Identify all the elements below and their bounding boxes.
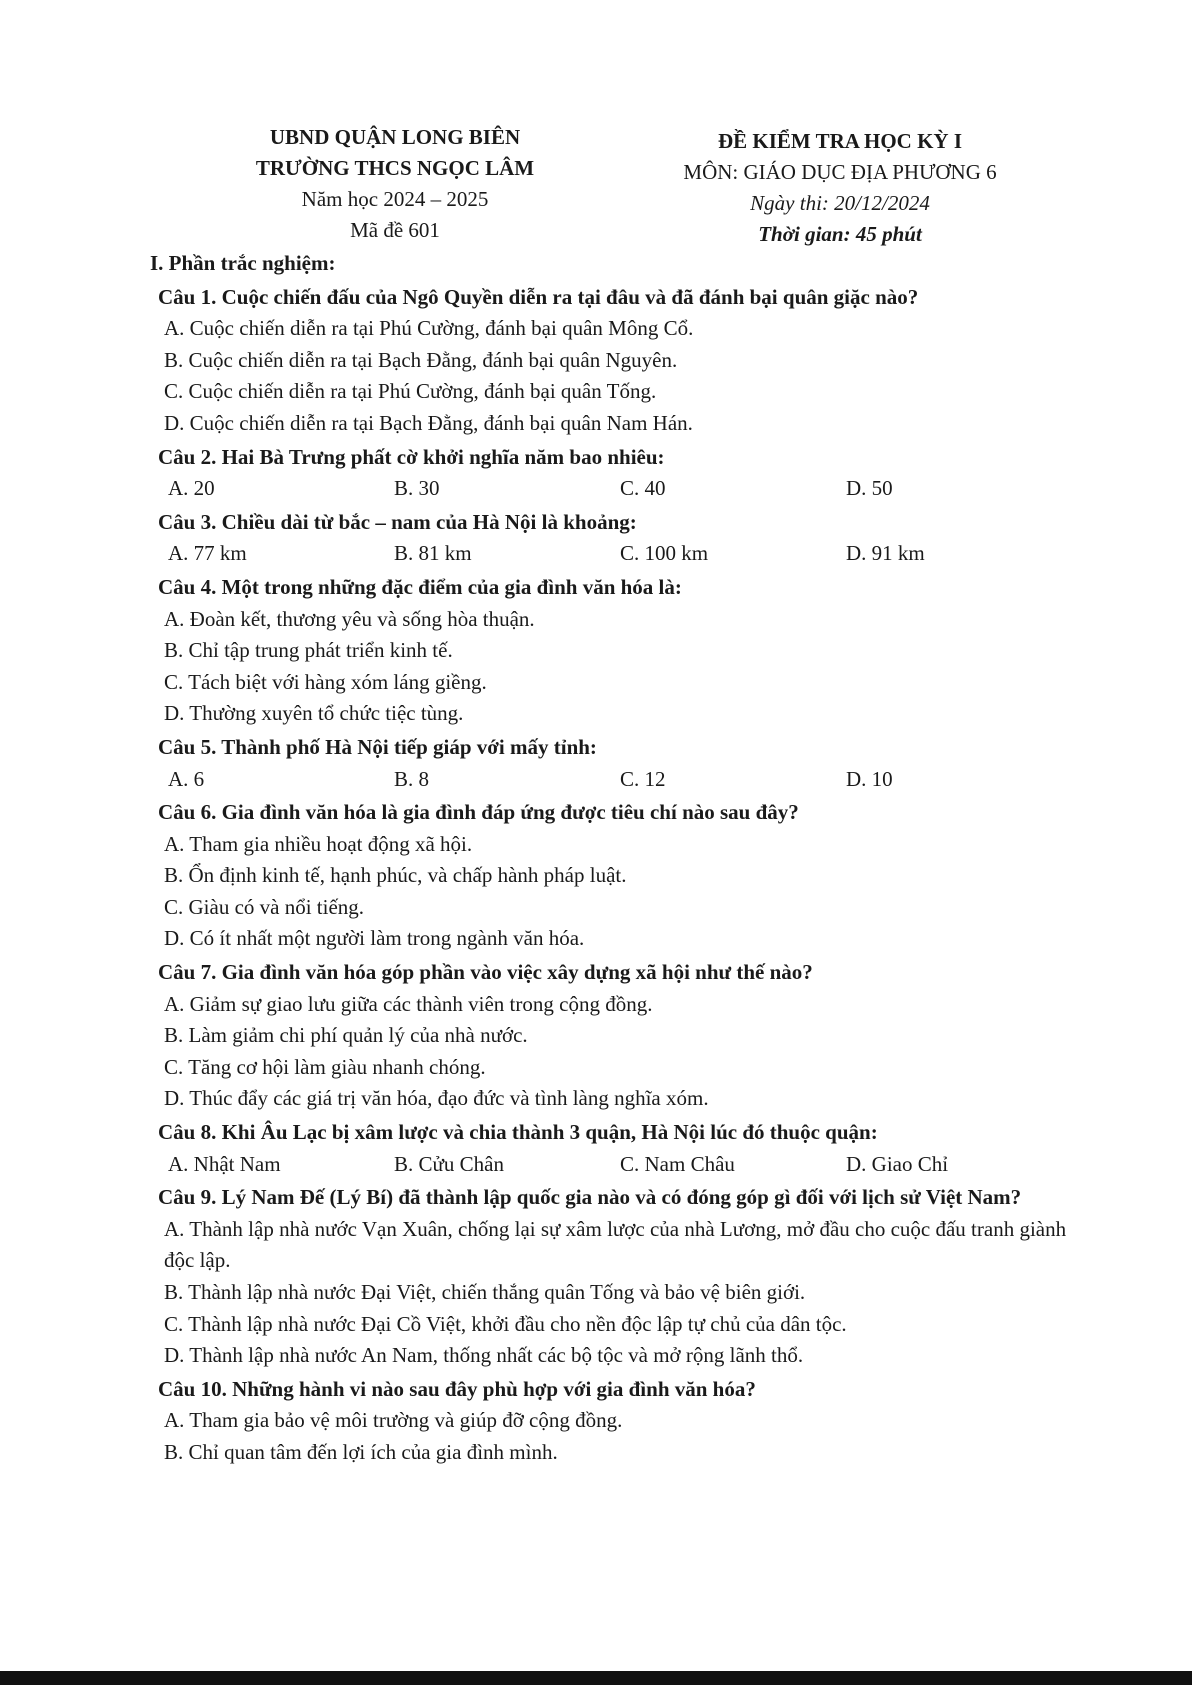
- option-10a: A. Tham gia bảo vệ môi trường và giúp đỡ cộng đồng.: [164, 1408, 623, 1433]
- option-3b: B. 81 km: [394, 541, 472, 566]
- question-3: Câu 3. Chiều dài từ bắc – nam của Hà Nội là khoảng:: [158, 509, 637, 534]
- header-left: [225, 122, 565, 246]
- option-7b: B. Làm giảm chi phí quản lý của nhà nước.: [164, 1023, 528, 1048]
- school-year: Năm học 2024 – 2025: [301, 187, 489, 211]
- exam-date: Ngày thi: 20/12/2024: [750, 191, 930, 215]
- section-title: I. Phần trắc nghiệm:: [150, 251, 336, 275]
- option-2b: B. 30: [394, 476, 440, 501]
- option-6c: C. Giàu có và nổi tiếng.: [164, 894, 365, 919]
- option-6d: D. Có ít nhất một người làm trong ngành văn hóa.: [164, 926, 585, 951]
- option-9d: D. Thành lập nhà nước An Nam, thống nhất các bộ tộc và mở rộng lãnh thổ.: [164, 1343, 804, 1368]
- question-9: Câu 9. Lý Nam Đế (Lý Bí) đã thành lập quốc gia nào và có đóng góp gì đối với lịch sử Việt Nam?: [158, 1185, 1022, 1210]
- option-3a: A. 77 km: [168, 541, 247, 566]
- option-7c: C. Tăng cơ hội làm giàu nhanh chóng.: [164, 1054, 486, 1079]
- option-3d: D. 91 km: [846, 541, 925, 566]
- option-1d: D. Cuộc chiến diễn ra tại Bạch Đằng, đánh bại quân Nam Hán.: [164, 410, 693, 435]
- option-4c: C. Tách biệt với hàng xóm láng giềng.: [164, 669, 487, 694]
- option-5d: D. 10: [846, 766, 893, 791]
- question-4: Câu 4. Một trong những đặc điểm của gia đình văn hóa là:: [158, 574, 682, 599]
- question-8: Câu 8. Khi Âu Lạc bị xâm lược và chia thành 3 quận, Hà Nội lúc đó thuộc quận:: [158, 1120, 878, 1145]
- options-row-3: [168, 538, 1070, 570]
- options-row-2: [168, 473, 1070, 505]
- header-right: [640, 126, 1040, 250]
- scan-edge-bar: [0, 1671, 1192, 1685]
- option-5a: A. 6: [168, 766, 205, 791]
- option-3c: C. 100 km: [620, 541, 709, 566]
- exam-duration: Thời gian: 45 phút: [758, 222, 922, 246]
- option-2c: C. 40: [620, 476, 666, 501]
- exam-subject: MÔN: GIÁO DỤC ĐỊA PHƯƠNG 6: [683, 160, 997, 184]
- district-name: UBND QUẬN LONG BIÊN: [269, 125, 521, 149]
- option-6b: B. Ổn định kinh tế, hạnh phúc, và chấp hành pháp luật.: [164, 863, 627, 888]
- options-row-8: [168, 1149, 1070, 1181]
- option-6a: A. Tham gia nhiều hoạt động xã hội.: [164, 831, 473, 856]
- option-7a: A. Giảm sự giao lưu giữa các thành viên trong cộng đồng.: [164, 991, 653, 1016]
- question-2: Câu 2. Hai Bà Trưng phất cờ khởi nghĩa năm bao nhiêu:: [158, 444, 665, 469]
- option-10b: B. Chỉ quan tâm đến lợi ích của gia đình mình.: [164, 1439, 558, 1464]
- option-9c: C. Thành lập nhà nước Đại Cồ Việt, khởi đầu cho nền độc lập tự chủ của dân tộc.: [164, 1311, 847, 1336]
- option-4b: B. Chỉ tập trung phát triển kinh tế.: [164, 638, 453, 663]
- exam-content: [150, 248, 1070, 1469]
- option-5c: C. 12: [620, 766, 666, 791]
- school-name: TRƯỜNG THCS NGỌC LÂM: [255, 156, 535, 180]
- option-9a: A. Thành lập nhà nước Vạn Xuân, chống lại sự xâm lược của nhà Lương, mở đầu cho cuộc đấu tranh giành độc lập.: [164, 1216, 1067, 1273]
- exam-code: Mã đề 601: [350, 218, 440, 242]
- option-9b: B. Thành lập nhà nước Đại Việt, chiến thắng quân Tống và bảo vệ biên giới.: [164, 1280, 806, 1304]
- question-5: Câu 5. Thành phố Hà Nội tiếp giáp với mấy tỉnh:: [158, 734, 597, 759]
- option-8d: D. Giao Chỉ: [846, 1151, 949, 1176]
- option-8c: C. Nam Châu: [620, 1151, 735, 1176]
- exam-title: ĐỀ KIỂM TRA HỌC KỲ I: [717, 129, 963, 153]
- option-4d: D. Thường xuyên tổ chức tiệc tùng.: [164, 701, 464, 726]
- option-1b: B. Cuộc chiến diễn ra tại Bạch Đằng, đánh bại quân Nguyên.: [164, 347, 678, 372]
- question-6: Câu 6. Gia đình văn hóa là gia đình đáp ứng được tiêu chí nào sau đây?: [158, 800, 799, 825]
- option-8a: A. Nhật Nam: [168, 1151, 281, 1176]
- option-2a: A. 20: [168, 476, 215, 501]
- option-4a: A. Đoàn kết, thương yêu và sống hòa thuận.: [164, 606, 535, 631]
- option-7d: D. Thúc đẩy các giá trị văn hóa, đạo đức và tình làng nghĩa xóm.: [164, 1086, 709, 1111]
- option-2d: D. 50: [846, 476, 893, 501]
- question-1: Câu 1. Cuộc chiến đấu của Ngô Quyền diễn ra tại đâu và đã đánh bại quân giặc nào?: [158, 284, 919, 309]
- option-8b: B. Cửu Chân: [394, 1151, 504, 1176]
- question-10: Câu 10. Những hành vi nào sau đây phù hợp với gia đình văn hóa?: [158, 1376, 756, 1401]
- options-row-5: [168, 764, 1070, 796]
- question-7: Câu 7. Gia đình văn hóa góp phần vào việc xây dựng xã hội như thế nào?: [158, 960, 813, 985]
- option-1c: C. Cuộc chiến diễn ra tại Phú Cường, đánh bại quân Tống.: [164, 379, 657, 404]
- option-5b: B. 8: [394, 766, 430, 791]
- option-1a: A. Cuộc chiến diễn ra tại Phú Cường, đánh bại quân Mông Cổ.: [164, 316, 694, 341]
